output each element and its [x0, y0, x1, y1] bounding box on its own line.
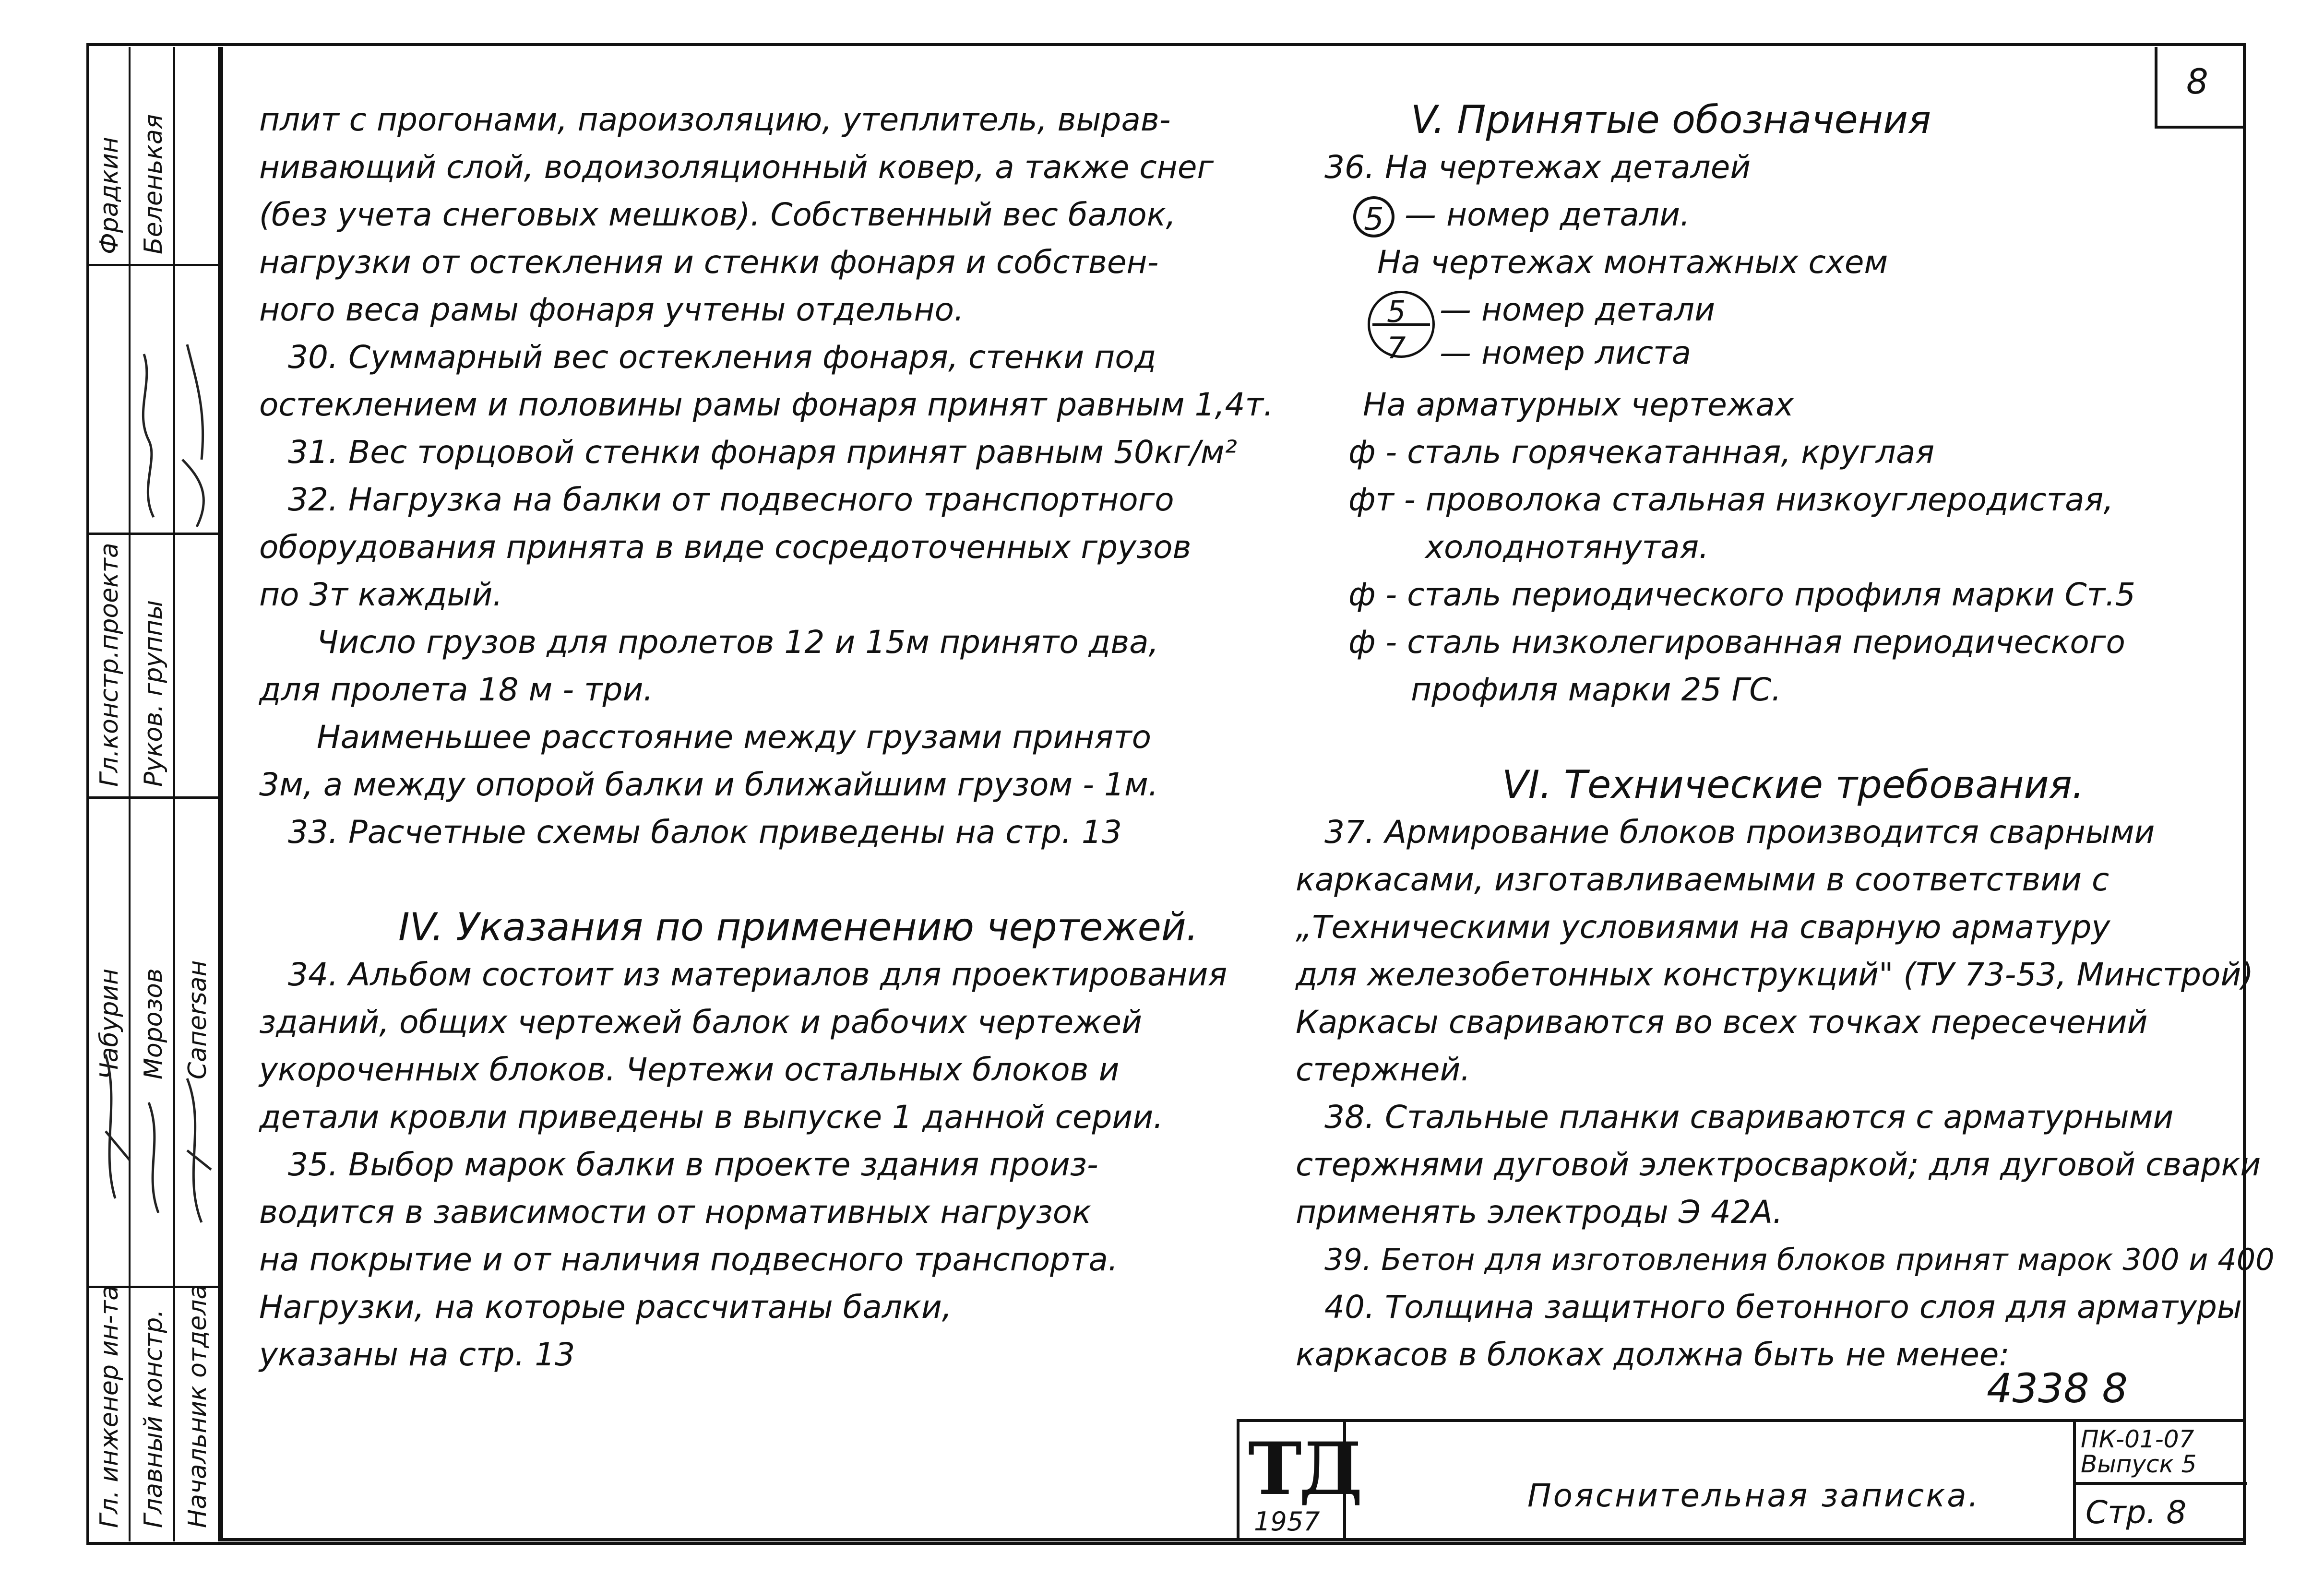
- stamp-name: Беленькая: [139, 114, 168, 254]
- text-line: 40. Толщина защитного бетонного слоя для арматуры: [1324, 1289, 2242, 1326]
- text-line: водится в зависимости от нормативных нагрузок: [259, 1194, 1091, 1231]
- text-line: Число грузов для пролетов 12 и 15м принято два,: [317, 624, 1159, 661]
- text-line: 33. Расчетные схемы балок приведены на стр. 13: [288, 814, 1122, 851]
- text-line: — номер детали.: [1404, 196, 1690, 233]
- text-line: На арматурных чертежах: [1363, 386, 1794, 423]
- stamp-name: Сапersан: [183, 960, 212, 1079]
- text-line: каркасами, изготавливаемыми в соответствии с: [1296, 861, 2109, 898]
- text-line: применять электроды Э 42А.: [1296, 1194, 1783, 1231]
- detail-number-legend: [1296, 191, 2275, 238]
- section-heading-v: V. Принятые обозначения: [1411, 97, 1931, 142]
- text-line: ф - сталь горячекатанная, круглая: [1348, 434, 1935, 471]
- title-block: [1237, 1419, 2244, 1541]
- text-line: нивающий слой, водоизоляционный ковер, а также снег: [259, 149, 1214, 186]
- text-line: плит с прогонами, пароизоляцию, утеплитель, вырав-: [259, 101, 1171, 138]
- blank-line: [259, 856, 1274, 903]
- text-line: по 3т каждый.: [259, 576, 503, 613]
- fraction-legend: [1296, 286, 2275, 381]
- sheet-code: 4338 8: [1987, 1365, 2128, 1412]
- stamp-role: Гл. инженер ин-та: [95, 1285, 124, 1528]
- stamp-role: Главный констр.: [139, 1309, 168, 1528]
- td-logo: ТД: [1248, 1427, 1360, 1511]
- text-line: На чертежах монтажных схем: [1377, 244, 1888, 281]
- section-heading-iv: IV. Указания по применению чертежей.: [398, 905, 1199, 949]
- logo-cell: [1239, 1422, 1360, 1541]
- text-line: 31. Вес торцовой стенки фонаря принят равным 50кг/м²: [288, 434, 1237, 471]
- cell-divider: [2076, 1482, 2247, 1485]
- issue-number: Выпуск 5: [2081, 1450, 2197, 1478]
- text-line: 38. Стальные планки свариваются с арматурными: [1324, 1099, 2174, 1136]
- text-line: 34. Альбом состоит из материалов для проектирования: [288, 956, 1228, 993]
- text-line: 37. Армирование блоков производится сварными: [1324, 814, 2155, 851]
- stamp-name: Чабурин: [95, 968, 124, 1079]
- right-column-text: [1296, 96, 2275, 1378]
- text-line: каркасов в блоках должна быть не менее:: [1296, 1336, 2010, 1373]
- left-column-text: [259, 96, 1274, 1378]
- text-line: ф - сталь периодического профиля марки Ст.5: [1348, 576, 2136, 613]
- text-line: для пролета 18 м - три.: [259, 671, 654, 708]
- text-line: Нагрузки, на которые рассчитаны балки,: [259, 1289, 952, 1326]
- text-line: укороченных блоков. Чертежи остальных блоков и: [259, 1051, 1120, 1088]
- text-line: — номер листа: [1440, 334, 1692, 371]
- text-line: оборудования принята в виде сосредоточенных грузов: [259, 529, 1192, 566]
- text-line: ного веса рамы фонаря учтены отдельно.: [259, 291, 964, 328]
- text-line: холоднотянутая.: [1425, 529, 1709, 566]
- stamp-role: Руков. группы: [139, 600, 168, 787]
- text-line: 39. Бетон для изготовления блоков принят марок 300 и 400: [1324, 1242, 2275, 1277]
- text-line: указаны на стр. 13: [259, 1336, 575, 1373]
- text-line: — номер детали: [1440, 291, 1715, 328]
- series-info: [2081, 1427, 2196, 1477]
- text-line: ф - сталь низколегированная периодического: [1348, 624, 2125, 661]
- stamp-name: Морозов: [139, 968, 168, 1079]
- text-line: (без учета снеговых мешков). Собственный вес балок,: [259, 196, 1176, 233]
- detail-circle-symbol: 5: [1353, 196, 1394, 237]
- stamp-role: Гл.констр.проекта: [95, 543, 124, 787]
- text-line: 35. Выбор марок балки в проекте здания произ-: [288, 1146, 1098, 1183]
- text-line: детали кровли приведены в выпуске 1 данной серии.: [259, 1099, 1164, 1136]
- text-line: 30. Суммарный вес остекления фонаря, стенки под: [288, 339, 1156, 376]
- text-line: фт - проволока стальная низкоуглеродистая,: [1348, 481, 2114, 518]
- series-cell: [2073, 1422, 2244, 1541]
- text-line: профиля марки 25 ГС.: [1411, 671, 1782, 708]
- text-line: зданий, общих чертежей балок и рабочих чертежей: [259, 1004, 1143, 1041]
- section-heading-vi: VI. Технические требования.: [1502, 762, 2085, 807]
- stamp-name: Фрадкин: [95, 137, 124, 254]
- text-line: для железобетонных конструкций" (ТУ 73-53, Минстрой): [1296, 956, 2254, 993]
- logo-year: 1957: [1254, 1506, 1320, 1537]
- text-line: остеклением и половины рамы фонаря принят равным 1,4т.: [259, 386, 1274, 423]
- document-title: Пояснительная записка.: [1527, 1477, 1980, 1514]
- series-code: ПК-01-07: [2081, 1425, 2194, 1453]
- text-line: „Техническими условиями на сварную арматуру: [1296, 909, 2110, 946]
- stamp-role: Начальник отдела: [183, 1284, 212, 1528]
- page-number: 8: [2186, 61, 2208, 102]
- text-line: стержней.: [1296, 1051, 1471, 1088]
- page-label: Стр. 8: [2086, 1494, 2187, 1531]
- blank-line: [1296, 713, 2275, 761]
- text-line: на покрытие и от наличия подвесного транспорта.: [259, 1241, 1118, 1278]
- fraction-bottom: 7: [1387, 331, 1406, 366]
- text-line: 3м, а между опорой балки и ближайшим грузом - 1м.: [259, 766, 1158, 803]
- text-line: 36. На чертежах деталей: [1324, 149, 1751, 186]
- text-line: нагрузки от остекления и стенки фонаря и собствен-: [259, 244, 1159, 281]
- text-line: Наименьшее расстояние между грузами принято: [317, 719, 1152, 756]
- fraction-top: 5: [1387, 294, 1406, 329]
- text-line: 32. Нагрузка на балки от подвесного транспортного: [288, 481, 1174, 518]
- text-line: Каркасы свариваются во всех точках пересечений: [1296, 1004, 2148, 1041]
- signatures-graphic: [86, 47, 220, 1541]
- text-line: стержнями дуговой электросваркой; для дуговой сварки: [1296, 1146, 2261, 1183]
